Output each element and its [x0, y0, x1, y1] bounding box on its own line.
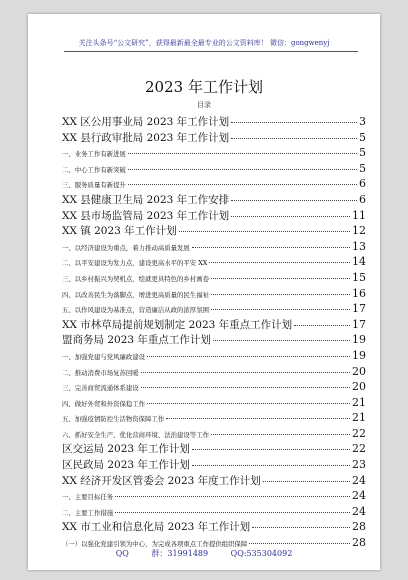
toc-entry-page: 24: [352, 473, 366, 487]
toc-entry-text: XX 经济开发区管委会 2023 年度工作计划: [62, 474, 261, 487]
toc-leader: [294, 325, 350, 326]
toc-leader: [115, 512, 350, 513]
toc-entry-text: 三、以乡村振兴为契机点，绘就更具特色的乡村画卷: [62, 274, 209, 283]
toc-entry-page: 11: [352, 208, 366, 222]
toc-entry-text: 区民政局 2023 年工作计划: [62, 459, 190, 472]
toc-entry-page: 19: [352, 348, 366, 362]
toc-entry-page: 21: [352, 395, 366, 409]
toc-leader: [192, 247, 350, 248]
toc-leader: [231, 200, 357, 201]
toc-entry-text: 一、加强党建与党风廉政建设: [62, 352, 146, 361]
toc-leader: [147, 403, 350, 404]
toc-entry-text: 一、以经济建设为重点，着力推动高质量发展: [62, 243, 190, 252]
toc-entry-text: （一）以强化党建引领为中心，为完成各项重点工作提供组织保障: [62, 540, 248, 549]
toc-entry[interactable]: [62, 301, 366, 317]
toc-leader: [128, 169, 357, 170]
toc-entry-page: 3: [359, 115, 366, 128]
toc-entry-text: 六、抓好安全生产、优化营商环境、法治建设等工作: [62, 430, 209, 439]
toc-entry-page: 16: [352, 286, 366, 300]
toc-leader: [249, 543, 350, 544]
toc-leader: [192, 449, 350, 450]
toc-entry-text: XX 区公用事业局 2023 年工作计划: [62, 116, 230, 128]
toc-entry[interactable]: [62, 457, 366, 473]
toc-entry-page: 22: [352, 426, 366, 440]
toc-leader: [213, 340, 350, 341]
toc-entry-text: XX 县健康卫生局 2023 年工作安排: [62, 193, 230, 206]
toc-leader: [115, 496, 350, 497]
toc-leader: [179, 231, 350, 232]
toc-entry[interactable]: [62, 192, 366, 208]
toc-entry-text: 四、以改善民生为落脚点，增进更高质量的民生福祉: [62, 290, 209, 299]
toc-leader: [128, 184, 357, 185]
toc-leader: [209, 262, 350, 263]
toc-entry-text: 盟商务局 2023 年重点工作计划: [62, 334, 211, 347]
toc-entry[interactable]: [62, 270, 366, 286]
toc-entry-page: 20: [352, 380, 366, 394]
toc-entry[interactable]: [62, 176, 366, 192]
toc-entry-page: 17: [352, 317, 366, 331]
toc-leader: [231, 122, 357, 123]
toc-leader: [147, 356, 350, 357]
toc-leader: [252, 527, 350, 528]
toc-entry-page: 24: [352, 504, 366, 518]
toc-entry-text: 三、服务质量有新提升: [62, 181, 126, 190]
toc-entry-text: 二、推动消费市场复苏回暖: [62, 368, 139, 377]
toc-entry-text: 一、主要目标任务: [62, 493, 114, 502]
document-page: [28, 14, 380, 570]
toc-entry[interactable]: [62, 410, 366, 426]
header-note: 关注头条号“公文研究”，获得最新最全最专业的公文资料库！ 微信：gongwenyj: [78, 39, 330, 47]
toc-entry-page: 6: [359, 192, 366, 206]
toc-entry[interactable]: [62, 441, 366, 457]
toc-entry-text: XX 市工业和信息化局 2023 年工作计划: [62, 521, 251, 534]
toc-entry[interactable]: [62, 473, 366, 489]
toc-entry[interactable]: [62, 504, 366, 520]
toc-entry[interactable]: [62, 379, 366, 395]
toc-entry-page: 21: [352, 411, 366, 425]
toc-leader: [211, 278, 350, 279]
toc-leader: [231, 216, 350, 217]
toc-entry[interactable]: [62, 286, 366, 302]
toc-leader: [166, 418, 350, 419]
toc-entry-page: 22: [352, 442, 366, 456]
toc-entry-page: 17: [352, 302, 366, 316]
toc-entry-text: 二、主要工作措施: [62, 508, 114, 517]
toc-entry-text: 一、业务工作有新进展: [62, 150, 126, 159]
table-of-contents: [62, 114, 366, 551]
toc-entry-text: XX 县行政审批局 2023 年工作计划: [62, 131, 230, 144]
toc-entry-page: 5: [359, 130, 366, 144]
header-rule: [64, 51, 358, 52]
footer-contact: [28, 548, 380, 559]
toc-entry-page: 14: [352, 255, 366, 269]
toc-entry[interactable]: [62, 239, 366, 255]
toc-entry-text: 区交运局 2023 年工作计划: [62, 443, 190, 456]
toc-entry-text: 三、完善商贸流通体系建设: [62, 384, 139, 393]
toc-entry-text: 二、以平安建设为发力点，建设更高水平的平安 XX: [62, 259, 208, 268]
toc-entry-text: XX 镇 2023 年工作计划: [62, 225, 177, 238]
toc-entry[interactable]: [62, 519, 366, 535]
toc-entry[interactable]: [62, 488, 366, 504]
toc-entry-page: 5: [359, 146, 366, 160]
toc-leader: [263, 481, 350, 482]
toc-entry-page: 28: [352, 520, 366, 534]
toc-entry[interactable]: [62, 395, 366, 411]
toc-entry-text: XX 市林草局提前规划制定 2023 年重点工作计划: [62, 318, 293, 331]
toc-entry[interactable]: [62, 223, 366, 239]
toc-entry[interactable]: [62, 114, 366, 130]
toc-heading: 目录: [197, 101, 211, 109]
toc-entry-page: 13: [352, 239, 366, 253]
footer-qq: QQ:535304092: [230, 549, 293, 558]
toc-leader: [141, 372, 350, 373]
toc-entry[interactable]: [62, 161, 366, 177]
toc-entry[interactable]: [62, 208, 366, 224]
toc-leader: [192, 465, 350, 466]
toc-entry-page: 12: [352, 224, 366, 238]
toc-entry-page: 19: [352, 333, 366, 347]
toc-leader: [211, 294, 350, 295]
toc-entry-text: 二、中心工作有新突破: [62, 165, 126, 174]
toc-entry[interactable]: [62, 348, 366, 364]
toc-leader: [141, 387, 350, 388]
toc-entry-text: 四、做好外贸和外资保稳工作: [62, 399, 146, 408]
toc-entry[interactable]: [62, 145, 366, 161]
toc-entry-page: 23: [352, 458, 366, 472]
toc-entry-page: 6: [359, 177, 366, 191]
toc-entry[interactable]: [62, 317, 366, 333]
footer-qq-group: QQ 群：31991489: [115, 549, 209, 558]
toc-entry-page: 15: [352, 270, 366, 284]
toc-entry[interactable]: [62, 332, 366, 348]
toc-entry-text: 五、加强疫情防控生活物资保障工作: [62, 415, 165, 424]
toc-entry-page: 28: [352, 536, 366, 550]
toc-entry-text: 五、以作风建设为基准点，营造廉洁从政的浓厚氛围: [62, 306, 209, 315]
toc-entry-page: 24: [352, 489, 366, 503]
toc-entry[interactable]: [62, 426, 366, 442]
toc-entry[interactable]: [62, 130, 366, 146]
toc-leader: [211, 434, 350, 435]
toc-leader: [231, 138, 357, 139]
toc-leader: [211, 309, 350, 310]
toc-entry-page: 20: [352, 364, 366, 378]
toc-leader: [128, 153, 357, 154]
toc-entry-page: 5: [359, 161, 366, 175]
toc-entry[interactable]: [62, 364, 366, 380]
toc-entry[interactable]: [62, 254, 366, 270]
document-title: 2023 年工作计划: [145, 78, 263, 96]
toc-entry-text: XX 县市场监管局 2023 年工作计划: [62, 209, 230, 222]
